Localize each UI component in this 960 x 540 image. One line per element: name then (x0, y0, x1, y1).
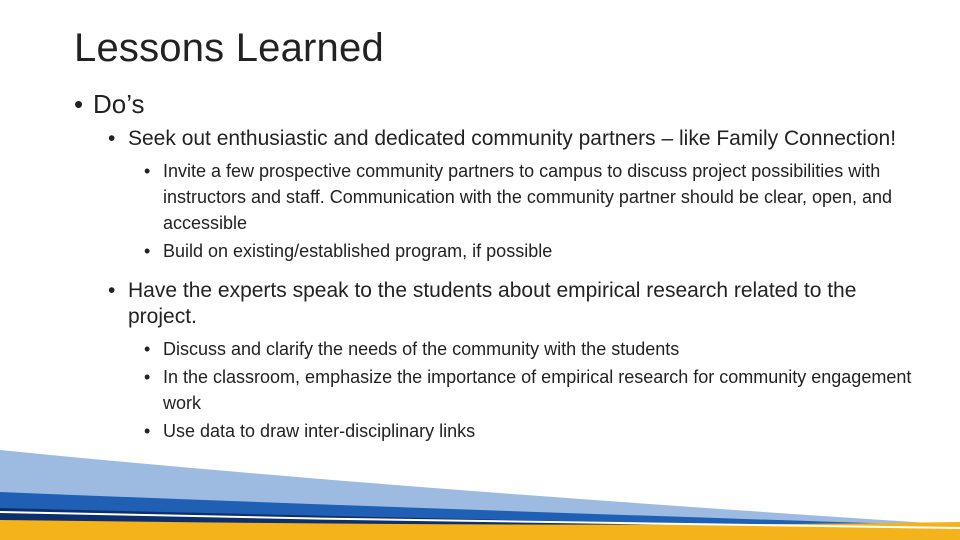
bullet-text: Have the experts speak to the students about empirical research related to the project. (128, 279, 857, 328)
bullet-list (74, 88, 914, 444)
bullet-marker: • (108, 279, 116, 302)
bullet-text: In the classroom, emphasize the importance of empirical research for community engagement work (163, 367, 912, 413)
bullet-text: Seek out enthusiastic and dedicated community partners – like Family Connection! (128, 127, 897, 150)
bullet-item-invite (74, 158, 914, 236)
bullet-marker: • (108, 127, 116, 150)
bullet-item-classroom (74, 364, 914, 416)
bullet-text: Invite a few prospective community partners to campus to discuss project possibilities with instructors and staff. Communication with the community partner should be clear, open, and accessible (163, 161, 893, 233)
slide-title: Lessons Learned (74, 26, 384, 70)
bullet-text: Use data to draw inter-disciplinary links (163, 421, 476, 441)
bullet-item-partners (74, 126, 914, 152)
bullet-marker: • (144, 241, 151, 261)
bullet-item-dos (74, 88, 914, 120)
wave-white-line (0, 512, 960, 528)
bullet-marker: • (74, 89, 84, 119)
bullet-marker: • (144, 421, 151, 441)
decorative-wave-footer (0, 450, 960, 540)
wave-gold-band (0, 520, 960, 540)
wave-navy-band (0, 508, 960, 540)
bullet-item-experts (74, 278, 914, 330)
bullet-marker: • (144, 161, 151, 181)
bullet-text: Build on existing/established program, if possible (163, 241, 553, 261)
bullet-item-discuss (74, 336, 914, 362)
bullet-text: Do’s (93, 89, 145, 119)
bullet-item-data (74, 418, 914, 444)
bullet-item-build (74, 238, 914, 264)
wave-blue-band (0, 492, 960, 540)
bullet-text: Discuss and clarify the needs of the community with the students (163, 339, 680, 359)
bullet-marker: • (144, 339, 151, 359)
wave-light-blue-band (0, 450, 960, 540)
bullet-marker: • (144, 367, 151, 387)
